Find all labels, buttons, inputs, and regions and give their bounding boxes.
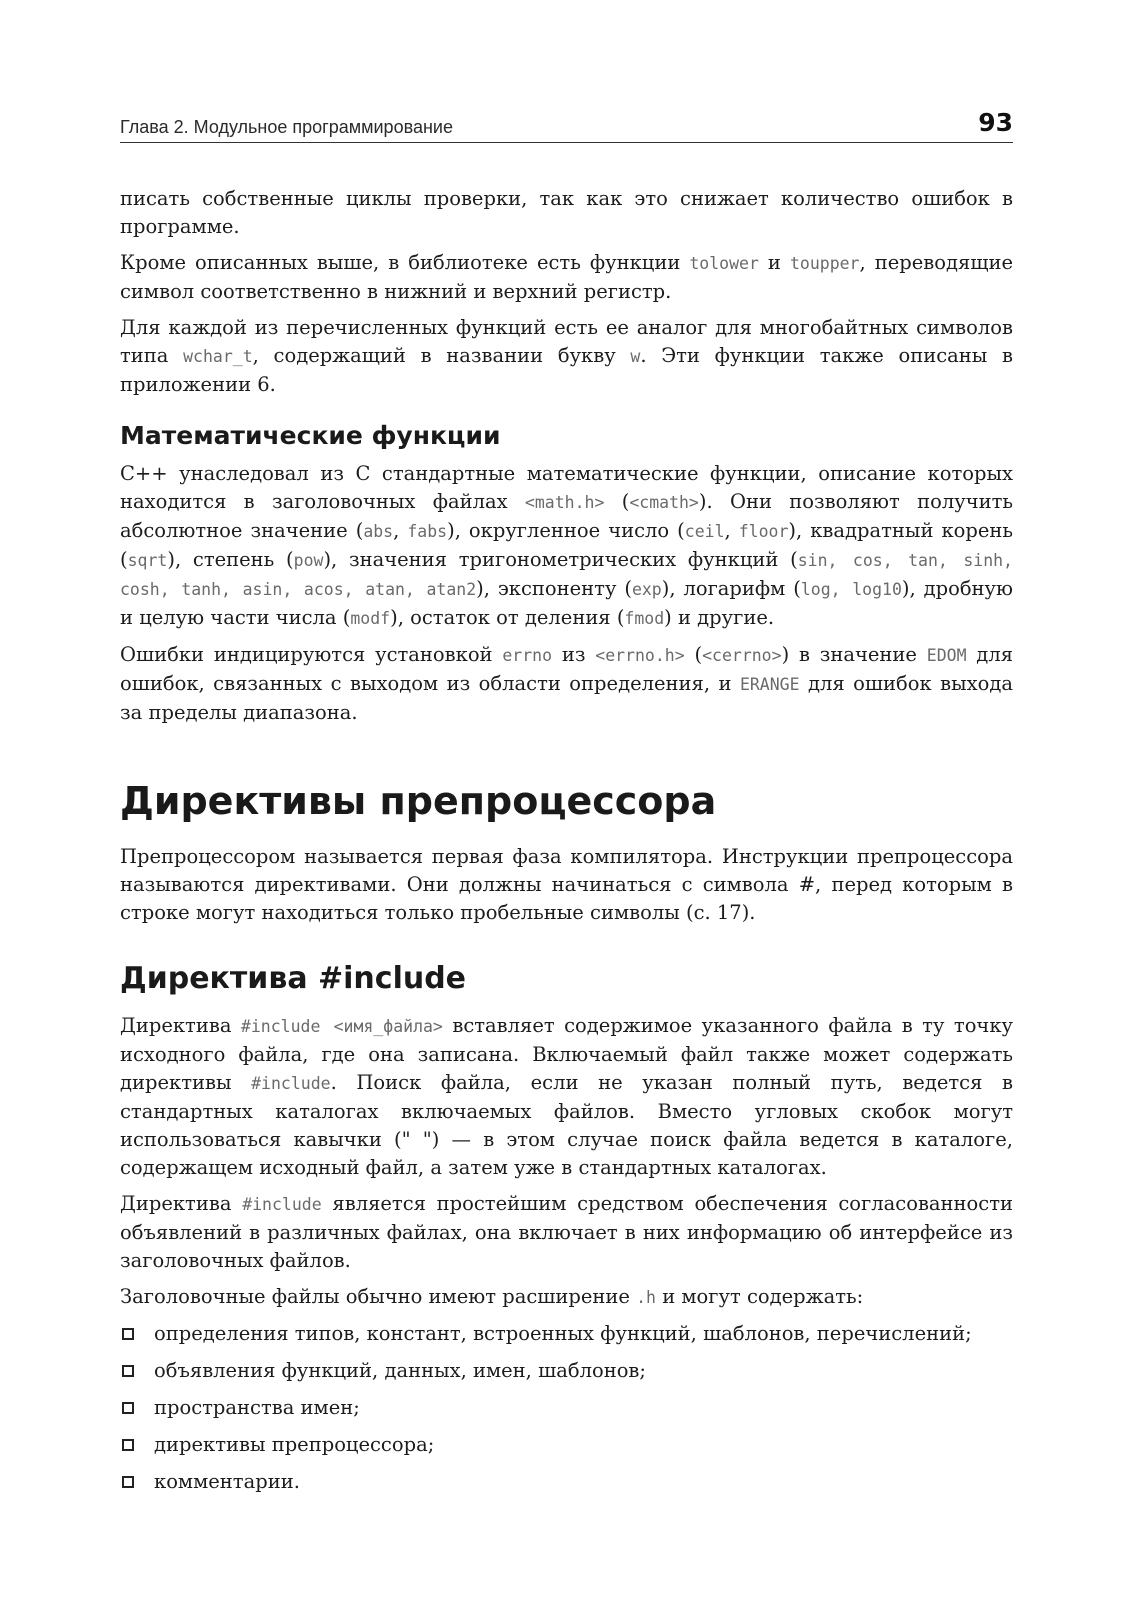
list-item: директивы препроцессора; bbox=[120, 1431, 1013, 1459]
list-item: пространства имен; bbox=[120, 1394, 1013, 1422]
list-item: комментарии. bbox=[120, 1468, 1013, 1496]
paragraph: писать собственные циклы проверки, так как это снижает количество ошибок в программе. bbox=[120, 187, 1013, 238]
section-heading-include: Директива #include bbox=[120, 961, 467, 996]
section-heading-math: Математические функции bbox=[120, 421, 501, 450]
chapter-heading-preprocessor: Директивы препроцессора bbox=[120, 779, 717, 823]
page-content bbox=[120, 185, 1013, 1505]
paragraph: Для каждой из перечисленных функций есть ее аналог для многобайтных символов типа wchar_t, содержащий в названии букву w. Эти функции также описаны в приложении 6. bbox=[120, 316, 1013, 396]
header-contents-list bbox=[120, 1320, 1013, 1496]
code-inline: w bbox=[630, 347, 641, 366]
running-head: Глава 2. Модульное программирование bbox=[120, 117, 453, 137]
paragraph: Директива #include <имя_файла> вставляет содержимое указанного файла в ту точку исходного файла, где она записана. Включаемый файл также может содержать директивы #include. Поиск файла, если не указан полный путь, ведется в стандартных каталогах включаемых файлов. Вместо угловых скобок могут использоваться кавычки (" ") — в этом случае поиск файла ведется в каталоге, содержащем исходный файл, а затем уже в стандартных каталогах. bbox=[120, 1014, 1014, 1179]
paragraph: C++ унаследовал из C стандартные математические функции, описание которых находится в заголовочных файлах <math.h> (<cmath>). Они позволяют получить абсолютное значение (abs, fabs), округленное число (ceil, floor), квадратный корень (sqrt), степень (pow), значения тригонометрических функций (sin, cos, tan, sinh, cosh, tanh, asin, acos, atan, atan2), экспоненту (exp), логарифм (log, log10), дробную и целую части числа (modf), остаток от деления (fmod) и другие. bbox=[120, 462, 1014, 629]
checkbox-bullet-icon bbox=[122, 1328, 134, 1340]
checkbox-bullet-icon bbox=[122, 1439, 134, 1451]
paragraph: Директива #include является простейшим средством обеспечения согласованности объявлений в различных файлах, она включает в них информацию об интерфейсе из заголовочных файлов. bbox=[120, 1192, 1013, 1272]
code-inline: wchar_t bbox=[183, 347, 253, 366]
checkbox-bullet-icon bbox=[122, 1402, 134, 1414]
paragraph: Кроме описанных выше, в библиотеке есть функции tolower и toupper, переводящие символ соответственно в нижний и верхний регистр. bbox=[120, 251, 1013, 303]
paragraph: Препроцессором называется первая фаза компилятора. Инструкции препроцессора называются директивами. Они должны начинаться с символа #, перед которым в строке могут находиться только пробельные символы (с. 17). bbox=[120, 845, 1013, 924]
list-item: определения типов, констант, встроенных функций, шаблонов, перечислений; bbox=[120, 1320, 1013, 1348]
paragraph: Заголовочные файлы обычно имеют расширение .h и могут содержать: bbox=[120, 1285, 864, 1308]
paragraph: Ошибки индицируются установкой errno из <errno.h> (<cerrno>) в значение EDOM для ошибок, связанных с выходом из области определения, и ERANGE для ошибок выхода за пределы диапазона. bbox=[120, 643, 1014, 724]
code-inline: tolower bbox=[689, 254, 759, 273]
page-header bbox=[120, 108, 1013, 143]
checkbox-bullet-icon bbox=[122, 1365, 134, 1377]
checkbox-bullet-icon bbox=[122, 1476, 134, 1488]
page-number: 93 bbox=[978, 108, 1013, 137]
code-inline: toupper bbox=[789, 254, 860, 273]
list-item: объявления функций, данных, имен, шаблонов; bbox=[120, 1357, 1013, 1385]
